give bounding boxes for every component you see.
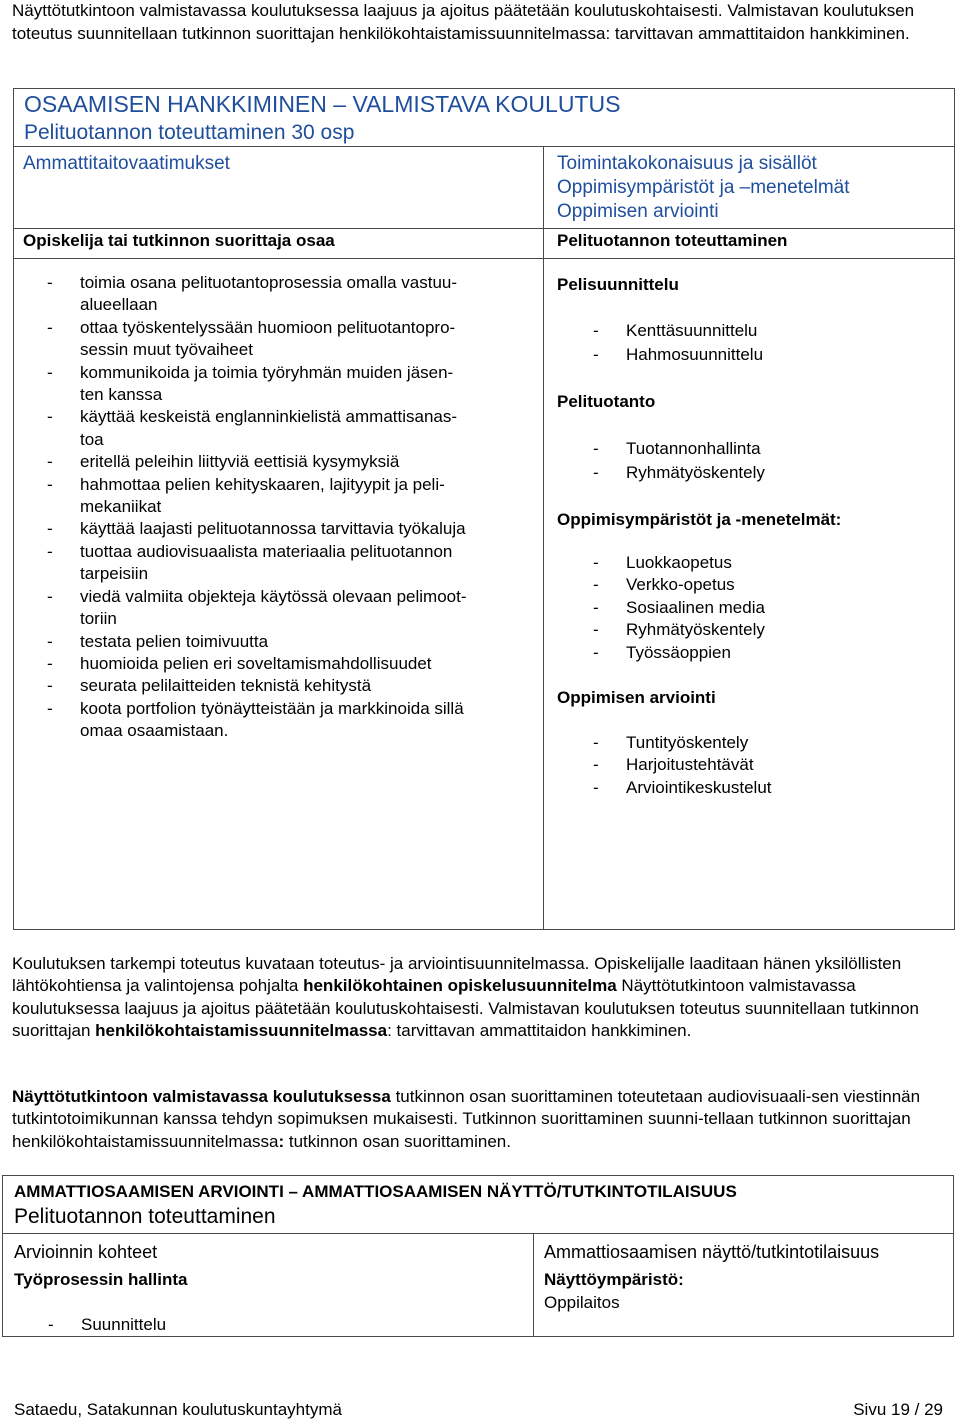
footer-organization: Sataedu, Satakunnan koulutuskuntayhtymä (14, 1400, 342, 1419)
text-run-bold: henkilökohtaistamissuunnitelmassa (95, 1020, 388, 1040)
text-run-bold: Näyttötutkintoon valmistavassa koulutuksessa (12, 1087, 391, 1106)
table1-right-header-2: Oppimisympäristöt ja –menetelmät (557, 177, 850, 198)
list-item: - tuottaa audiovisuaalista materiaalia pelituotannon tarpeisiin (47, 541, 537, 586)
table1-subtitle: Pelituotannon toteuttaminen 30 osp (24, 121, 355, 144)
list-item: - hahmottaa pelien kehityskaaren, lajityypit ja peli- mekaniikat (47, 474, 537, 519)
text-run-bold: : (278, 1131, 285, 1151)
list-item: - Työssäoppien (593, 642, 765, 664)
list-item: - Suunnittelu (48, 1314, 166, 1336)
text-run-bold: henkilökohtainen opiskelusuunnitelma (303, 976, 617, 996)
table2-subtitle: Pelituotannon toteuttaminen (14, 1205, 276, 1228)
table2-column-divider (533, 1233, 534, 1337)
table2-left-list (48, 1314, 166, 1336)
table1-header (13, 88, 955, 146)
list-item: - Harjoitustehtävät (593, 754, 772, 776)
section-pelituotanto-title: Pelituotanto (557, 392, 656, 411)
table2-title: AMMATTIOSAAMISEN ARVIOINTI – AMMATTIOSAAMISEN NÄYTTÖ/TUTKINTOTILAISUUS (14, 1182, 737, 1201)
table1-right-subheader: Pelituotannon toteuttaminen (557, 231, 788, 250)
requirements-list (47, 272, 537, 743)
implementation-paragraph (12, 953, 947, 1042)
section-oppimisymparistot-title: Oppimisympäristöt ja -menetelmät: (557, 510, 842, 529)
pelituotanto-list (593, 438, 765, 485)
table2-right-header: Ammattiosaamisen näyttö/tutkintotilaisuus (544, 1242, 880, 1262)
text-run: : tarvittavan ammattitaidon hankkiminen. (387, 1020, 692, 1040)
list-item: - käyttää keskeistä englanninkielistä ammattisanas- toa (47, 406, 537, 451)
list-item: - Ryhmätyöskentely (593, 462, 765, 484)
table2-left-header: Arvioinnin kohteet (14, 1242, 158, 1262)
section-arviointi-title: Oppimisen arviointi (557, 688, 716, 707)
table1-row-divider (13, 258, 955, 259)
table1-left-subheader: Opiskelija tai tutkinnon suorittaja osaa (23, 231, 335, 250)
table1-row-divider (13, 228, 955, 229)
list-item: - Sosiaalinen media (593, 597, 765, 619)
oppimisymparistot-list (593, 552, 765, 664)
table1-right-header-1: Toimintakokonaisuus ja sisällöt (557, 153, 817, 174)
list-item: - eritellä peleihin liittyviä eettisiä kysymyksiä (47, 451, 537, 473)
list-item: - toimia osana pelituotantoprosessia omalla vastuu- alueellaan (47, 272, 537, 317)
intro-paragraph: Näyttötutkintoon valmistavassa koulutuksessa laajuus ja ajoitus päätetään koulutuskohtaisesti. Valmistavan koulutuksen toteutus suunnitellaan tutkinnon suorittajan henkilökohtaistamissuunnitelmassa: tarvittavan ammattitaidon hankkiminen. (12, 1, 915, 43)
exam-paragraph (12, 1086, 947, 1153)
list-item: - Arviointikeskustelut (593, 777, 772, 799)
table2-left-subheader: Työprosessin hallinta (14, 1270, 188, 1289)
table1-title: OSAAMISEN HANKKIMINEN – VALMISTAVA KOULUTUS (24, 91, 621, 117)
list-item: - Luokkaopetus (593, 552, 765, 574)
list-item: - Hahmosuunnittelu (593, 344, 763, 366)
text-run: tutkinnon osan suorittaminen toteutetaan audiovisuaali-sen viestinnän tutkintotoimikunnan kanssa tehdyn sopimuksen mukaisesti. Tutkinnon suorittaminen suunni-tellaan tutkinnon suorittajan henkilökohtaistamissuunnitelmassa (12, 1087, 921, 1151)
list-item: - seurata pelilaitteiden teknistä kehitystä (47, 675, 537, 697)
section-pelisuunnittelu-title: Pelisuunnittelu (557, 275, 679, 294)
text-run: Koulutuksen tarkempi toteutus kuvataan toteutus- ja arviointisuunnitelmassa. Opiskelijalle laaditaan hänen yksilöllisten lähtökohtiensa ja valintojensa pohjalta (12, 954, 902, 996)
pelisuunnittelu-list (593, 320, 763, 367)
footer-page-number: Sivu 19 / 29 (853, 1400, 943, 1419)
table1-left-header: Ammattitaitovaatimukset (23, 153, 230, 174)
table2-row-divider (2, 1233, 954, 1234)
list-item: - Tuntityöskentely (593, 732, 772, 754)
table2-right-subheader: Näyttöympäristö: (544, 1270, 684, 1289)
text-run: tutkinnon osan suorittaminen. (284, 1131, 511, 1151)
list-item: - ottaa työskentelyssään huomioon pelituotantopro- sessin muut työvaiheet (47, 317, 537, 362)
list-item: - huomioida pelien eri soveltamismahdollisuudet (47, 653, 537, 675)
table1-right-column (543, 146, 955, 930)
table2-right-value: Oppilaitos (544, 1293, 620, 1312)
list-item: - käyttää laajasti pelituotannossa tarvittavia työkaluja (47, 518, 537, 540)
list-item: - viedä valmiita objekteja käytössä olevaan pelimoot- toriin (47, 586, 537, 631)
list-item: - Verkko-opetus (593, 574, 765, 596)
list-item: - Ryhmätyöskentely (593, 619, 765, 641)
arviointi-list (593, 732, 772, 799)
list-item: - Kenttäsuunnittelu (593, 320, 763, 342)
list-item: - Tuotannonhallinta (593, 438, 765, 460)
text-run: Näyttötutkintoon valmistavassa koulutuksessa laajuus ja ajoitus päätetään koulutuskohtaisesti. Valmistavan koulutuksen toteutus suunnitellaan tutkinnon suorittajan (12, 976, 919, 1040)
table1-right-header-3: Oppimisen arviointi (557, 201, 719, 222)
list-item: - testata pelien toimivuutta (47, 631, 537, 653)
list-item: - kommunikoida ja toimia työryhmän muiden jäsen- ten kanssa (47, 362, 537, 407)
list-item: - koota portfolion työnäytteistään ja markkinoida sillä omaa osaamistaan. (47, 698, 537, 743)
